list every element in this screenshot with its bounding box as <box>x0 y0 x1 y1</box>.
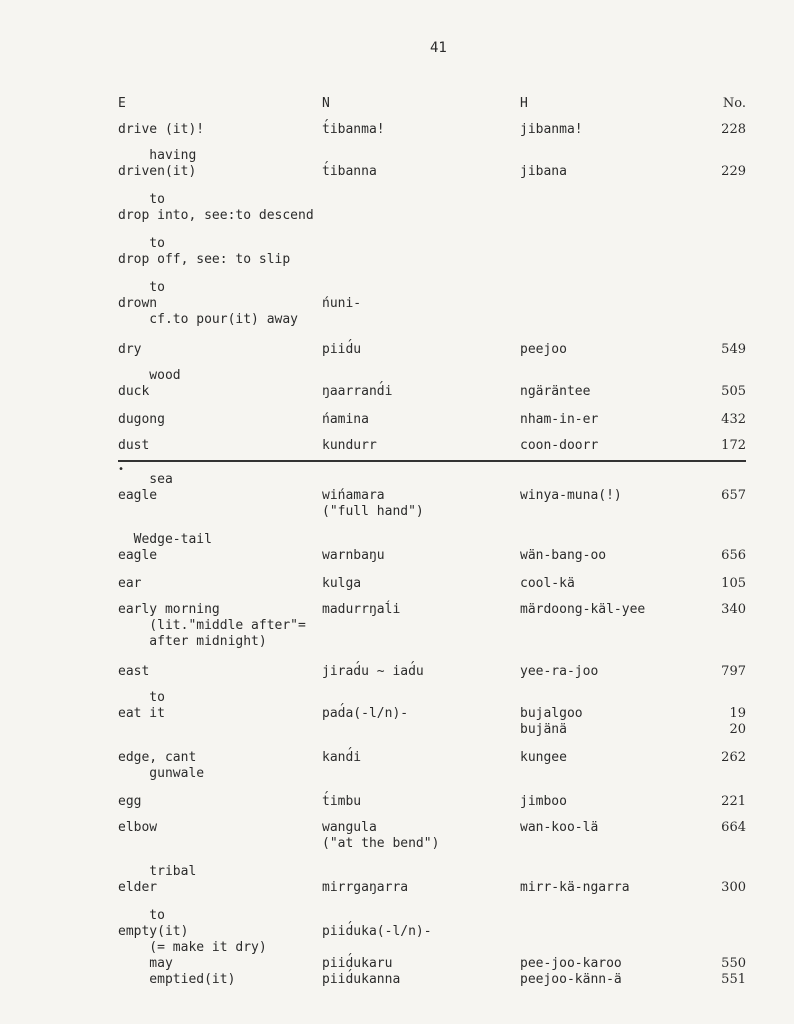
entry-number-text: 172 <box>721 438 746 453</box>
entry-native-text: t́ibanma! <box>322 122 385 137</box>
entry-native-text: t́ibanna <box>322 164 377 179</box>
entry-number-text: 505 <box>721 384 746 399</box>
entry-historical-text: peejoo <box>520 342 567 357</box>
entry-english-text: to <box>118 908 165 923</box>
entry-english-text: eagle <box>118 488 158 503</box>
entry-historical-text: kungee <box>520 750 567 765</box>
entry-english-text: drive (it)! <box>118 122 205 137</box>
entry-historical-text: cool-kä <box>520 576 575 591</box>
entry-english-text: to <box>118 192 165 207</box>
entry-english-text: dust <box>118 438 150 453</box>
entry-number-text: 20 <box>729 722 746 737</box>
entry-historical-text: märdoong-käl-yee <box>520 602 646 617</box>
entry-native-text: mirrgaŋarra <box>322 880 409 895</box>
entry-historical-text: winya-muna(!) <box>520 488 622 503</box>
entry-native-text: piid́u <box>322 342 362 357</box>
entry-english-text: having <box>118 148 197 163</box>
header-h: H <box>520 96 528 111</box>
entry-english-text: drop into, see:to descend <box>118 208 314 223</box>
entry-english-text: dugong <box>118 412 165 427</box>
entry-english-text: to <box>118 280 165 295</box>
header-no: No. <box>722 96 746 111</box>
entry-native-text: kundurr <box>322 438 377 453</box>
entry-english-text: to <box>118 236 165 251</box>
entry-historical-text: bujänä <box>520 722 567 737</box>
entry-historical-text: bujalgoo <box>520 706 583 721</box>
entry-english-text: eat it <box>118 706 165 721</box>
entry-english-text: dry <box>118 342 142 357</box>
entry-english-text: after midnight) <box>118 634 267 649</box>
entry-english-text: drown <box>118 296 158 311</box>
entry-native-text: ("full hand") <box>322 504 424 519</box>
entry-native-text: ńuni- <box>322 296 362 311</box>
entry-historical-text: peejoo-känn-ä <box>520 972 622 987</box>
entry-number-text: 105 <box>721 576 746 591</box>
entry-english-text: sea <box>118 472 173 487</box>
entry-historical-text: jibanma! <box>520 122 583 137</box>
entry-number-text: 300 <box>721 880 746 895</box>
entry-english-text: ear <box>118 576 142 591</box>
entry-english-text: elbow <box>118 820 158 835</box>
entry-english-text: empty(it) <box>118 924 189 939</box>
entry-english-text: egg <box>118 794 142 809</box>
entry-english-text: (= make it dry) <box>118 940 267 955</box>
entry-english-text: eagle <box>118 548 158 563</box>
entry-number-text: 550 <box>721 956 746 971</box>
entry-english-text: elder <box>118 880 158 895</box>
entry-historical-text: ngäräntee <box>520 384 591 399</box>
entry-english-text: drop off, see: to slip <box>118 252 291 267</box>
page-number: 41 <box>430 40 447 56</box>
header-e: E <box>118 96 126 111</box>
entry-native-text: kulga <box>322 576 362 591</box>
entry-native-text: warnbaŋu <box>322 548 385 563</box>
entry-native-text: ("at the bend") <box>322 836 440 851</box>
entry-english-text: east <box>118 664 150 679</box>
entry-english-text: early morning <box>118 602 220 617</box>
entry-native-text: ńamina <box>322 412 369 427</box>
bullet-mark: • <box>118 464 125 475</box>
entry-english-text: to <box>118 690 165 705</box>
entry-native-text: t́imbu <box>322 794 362 809</box>
entry-historical-text: yee-ra-joo <box>520 664 599 679</box>
entry-number-text: 549 <box>721 342 746 357</box>
entry-english-text: (lit."middle after"= <box>118 618 306 633</box>
entry-historical-text: mirr-kä-ngarra <box>520 880 630 895</box>
entry-number-text: 228 <box>721 122 746 137</box>
entry-english-text: cf.to pour(it) away <box>118 312 299 327</box>
entry-native-text: wangula <box>322 820 377 835</box>
header-n: N <box>322 96 330 111</box>
entry-native-text: jirad́u ~ iad́u <box>322 664 424 679</box>
entry-historical-text: wan-koo-lä <box>520 820 599 835</box>
entry-number-text: 340 <box>721 602 746 617</box>
entry-native-text: piid́ukanna <box>322 972 401 987</box>
entry-number-text: 551 <box>721 972 746 987</box>
entry-native-text: piid́uka(-l/n)- <box>322 924 432 939</box>
entry-native-text: piid́ukaru <box>322 956 393 971</box>
entry-english-text: edge, cant <box>118 750 197 765</box>
entry-historical-text: jimboo <box>520 794 567 809</box>
entry-number-text: 19 <box>729 706 746 721</box>
section-divider <box>118 460 746 462</box>
entry-native-text: madurrŋaĺi <box>322 602 401 617</box>
entry-native-text: wińamara <box>322 488 385 503</box>
entry-number-text: 656 <box>721 548 746 563</box>
entry-historical-text: wän-bang-oo <box>520 548 607 563</box>
entry-number-text: 229 <box>721 164 746 179</box>
entry-historical-text: jibana <box>520 164 567 179</box>
entry-native-text: ŋaarrand́i <box>322 384 393 399</box>
entry-native-text: kand́i <box>322 750 362 765</box>
entry-number-text: 221 <box>721 794 746 809</box>
entry-number-text: 262 <box>721 750 746 765</box>
entry-number-text: 432 <box>721 412 746 427</box>
entry-historical-text: nham-in-er <box>520 412 599 427</box>
entry-english-text: tribal <box>118 864 197 879</box>
entry-number-text: 797 <box>721 664 746 679</box>
entry-historical-text: coon-doorr <box>520 438 599 453</box>
entry-english-text: driven(it) <box>118 164 197 179</box>
entry-english-text: emptied(it) <box>118 972 236 987</box>
entry-english-text: wood <box>118 368 181 383</box>
entry-english-text: may <box>118 956 173 971</box>
entry-english-text: duck <box>118 384 150 399</box>
entry-native-text: pad́a(-l/n)- <box>322 706 409 721</box>
entry-historical-text: pee-joo-karoo <box>520 956 622 971</box>
entry-number-text: 657 <box>721 488 746 503</box>
entry-english-text: gunwale <box>118 766 205 781</box>
entry-number-text: 664 <box>721 820 746 835</box>
entry-english-text: Wedge-tail <box>118 532 212 547</box>
